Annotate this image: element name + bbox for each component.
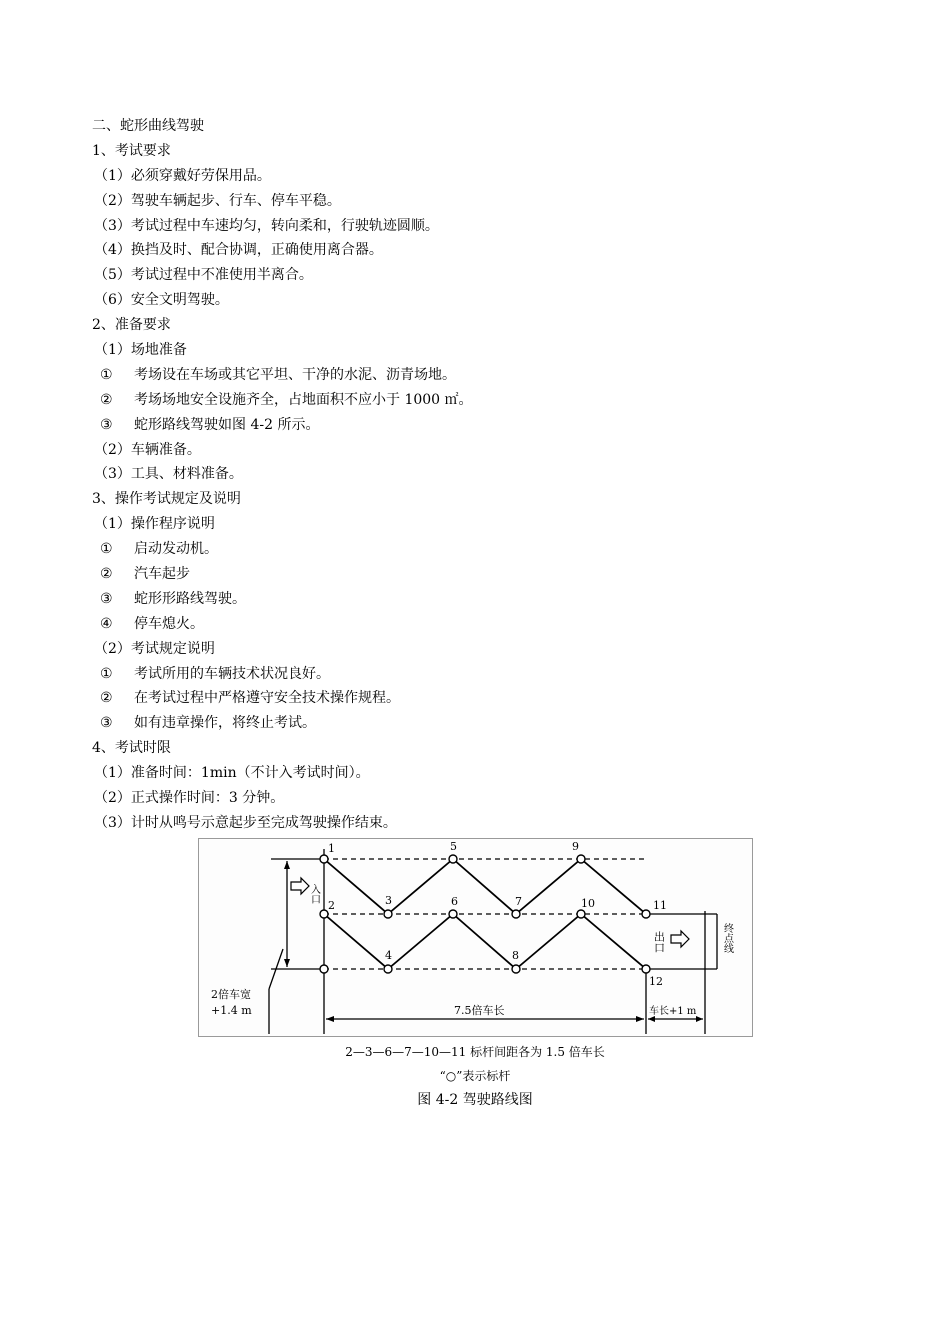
item-marker: ③	[100, 416, 113, 433]
width-label: 2倍车宽	[211, 988, 251, 1001]
subheading-site-preparation: （1）场地准备	[94, 342, 187, 359]
pole-label: 12	[649, 975, 663, 988]
route-diagram-svg	[199, 839, 752, 1036]
pole-label: 11	[653, 899, 667, 912]
item-marker: ③	[100, 590, 113, 607]
list-item: （5）考试过程中不准使用半离合。	[94, 267, 313, 284]
pole-label: 7	[515, 895, 522, 908]
pole-label: 8	[512, 949, 519, 962]
figure-note-spacing: 2—3—6—7—10—11 标杆间距各为 1.5 倍车长	[345, 1045, 605, 1059]
list-item	[92, 363, 852, 388]
pole-marker	[449, 855, 457, 863]
list-item	[92, 413, 852, 438]
figure-caption: 图 4-2 驾驶路线图	[417, 1092, 533, 1108]
pole-marker	[577, 910, 585, 918]
entrance-arrow-icon	[291, 878, 309, 894]
entrance-marker	[291, 878, 321, 904]
pole-marker	[642, 910, 650, 918]
route-diagram	[198, 838, 753, 1037]
item-text: 蛇形路线驾驶如图 4-2 所示。	[134, 416, 320, 433]
pole-marker	[449, 910, 457, 918]
list-item: （2）驾驶车辆起步、行车、停车平稳。	[94, 192, 341, 209]
pole-marker	[320, 910, 328, 918]
tail-length-label: 车长+1 m	[649, 1006, 697, 1017]
item-text: 考场设在车场或其它平坦、干净的水泥、沥青场地。	[134, 366, 456, 383]
list-item	[92, 612, 852, 637]
pole-marker	[320, 965, 328, 973]
item-text: 考场场地安全设施齐全，占地面积不应小于 1000 ㎡。	[134, 391, 473, 408]
document-body	[92, 114, 852, 836]
list-item	[92, 388, 852, 413]
lane-lines	[324, 859, 646, 969]
figure-note-legend: “○”表示标杆	[439, 1069, 511, 1083]
list-item: （6）安全文明驾驶。	[94, 292, 229, 309]
list-item	[92, 711, 852, 736]
width-label: +1.4 m	[211, 1004, 252, 1017]
heading-operation-rules: 3、操作考试规定及说明	[92, 491, 241, 508]
entrance-label-char: 入口	[308, 884, 320, 904]
list-item: （1）必须穿戴好劳保用品。	[94, 167, 271, 184]
pole-label: 1	[328, 842, 335, 855]
arrow-up-icon	[284, 861, 290, 869]
item-marker: ②	[100, 391, 113, 408]
pole-label: 6	[451, 895, 458, 908]
item-text: 考试所用的车辆技术状况良好。	[134, 665, 330, 682]
subheading-rules: （2）考试规定说明	[94, 640, 215, 657]
item-text: 蛇形形路线驾驶。	[134, 590, 246, 607]
item-marker: ②	[100, 566, 113, 583]
arrow-right-icon	[636, 1016, 644, 1022]
pole-label: 4	[385, 949, 392, 962]
finish-line-label: 终点线	[721, 923, 733, 953]
list-item: （3）计时从鸣号示意起步至完成驾驶操作结束。	[94, 814, 397, 831]
item-marker: ②	[100, 690, 113, 707]
list-item	[92, 537, 852, 562]
length-label: 7.5倍车长	[454, 1004, 505, 1017]
dimension-arrows	[284, 861, 703, 1022]
pole-marker	[577, 855, 585, 863]
item-marker: ③	[100, 715, 113, 732]
list-item	[92, 562, 852, 587]
exit-arrow-icon	[671, 931, 689, 947]
heading-exam-requirements: 1、考试要求	[92, 142, 171, 159]
arrow-down-icon	[284, 959, 290, 967]
exit-label: 出口	[652, 931, 666, 953]
item-marker: ①	[100, 665, 113, 682]
exit-marker	[653, 930, 690, 953]
section-title: 二、蛇形曲线驾驶	[92, 118, 204, 134]
upper-route	[324, 859, 646, 914]
heading-preparation: 2、准备要求	[92, 317, 171, 334]
pole-marker	[512, 910, 520, 918]
item-text: 在考试过程中严格遵守安全技术操作规程。	[134, 690, 400, 707]
list-item: （4）换挡及时、配合协调，正确使用离合器。	[94, 242, 383, 259]
pole-label: 10	[581, 897, 595, 910]
item-marker: ①	[100, 541, 113, 558]
list-item	[92, 662, 852, 687]
pole-marker	[384, 910, 392, 918]
list-item: （2）正式操作时间：3 分钟。	[94, 790, 285, 807]
item-text: 汽车起步	[134, 566, 190, 583]
pole-label: 3	[385, 894, 392, 907]
pole-marker	[642, 965, 650, 973]
item-marker: ①	[100, 366, 113, 383]
arrow-right-icon	[696, 1016, 703, 1022]
item-marker: ④	[100, 615, 113, 632]
item-text: 启动发动机。	[134, 541, 218, 558]
pole-label: 5	[450, 840, 457, 853]
subheading-tools-preparation: （3）工具、材料准备。	[94, 466, 243, 483]
list-item: （3）考试过程中车速均匀，转向柔和，行驶轨迹圆顺。	[94, 217, 439, 234]
pole-label: 2	[328, 899, 335, 912]
arrow-left-icon	[326, 1016, 334, 1022]
subheading-procedure: （1）操作程序说明	[94, 516, 215, 533]
heading-time-limit: 4、考试时限	[92, 740, 171, 757]
item-text: 停车熄火。	[134, 615, 204, 632]
list-item	[92, 686, 852, 711]
pole-marker	[512, 965, 520, 973]
subheading-vehicle-preparation: （2）车辆准备。	[94, 441, 201, 458]
pole-marker	[320, 855, 328, 863]
lower-route	[324, 914, 646, 969]
item-text: 如有违章操作，将终止考试。	[134, 715, 316, 732]
pole-marker	[384, 965, 392, 973]
list-item: （1）准备时间：1min（不计入考试时间）。	[94, 765, 370, 782]
pole-label: 9	[572, 840, 579, 853]
list-item	[92, 587, 852, 612]
